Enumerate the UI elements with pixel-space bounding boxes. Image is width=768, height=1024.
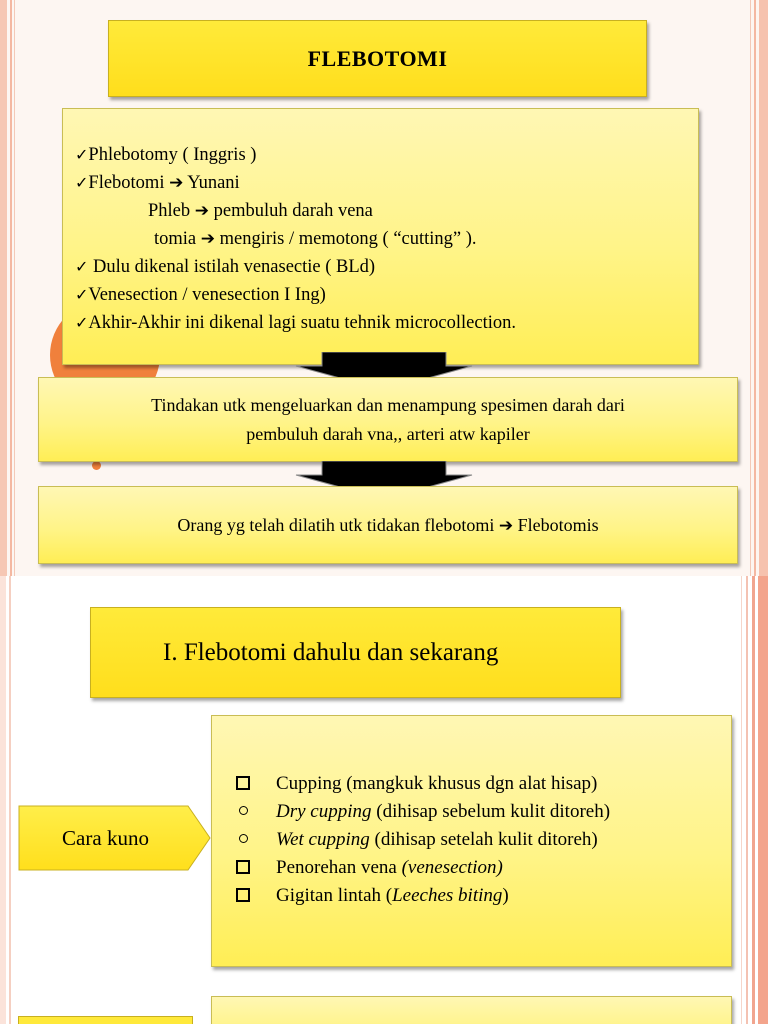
decor-stripe [14, 0, 15, 576]
circle-bullet-icon [239, 806, 248, 815]
decor-stripe [754, 0, 756, 576]
square-bullet-icon [236, 888, 250, 902]
list-item: Penorehan vena (venesection) [236, 856, 503, 879]
decor-stripe [0, 0, 7, 576]
category-label: Cara kuno [62, 825, 149, 850]
decor-stripe [752, 576, 755, 1024]
slide-history [0, 576, 768, 1024]
section-title: I. Flebotomi dahulu dan sekarang [163, 638, 499, 666]
list-item: Cupping (mangkuk khusus dgn alat hisap) [236, 772, 597, 795]
method-list-box [211, 715, 732, 967]
definition-box [62, 108, 699, 365]
definition-line: tomia ➔ mengiris / memotong ( “cutting” ). [154, 229, 477, 249]
definition-line: ✓Phlebotomy ( Inggris ) [75, 145, 257, 165]
decor-stripe [9, 576, 11, 1024]
definition-line: ✓ Dulu dikenal istilah venasectie ( BLd) [75, 257, 376, 277]
decor-stripe [741, 576, 742, 1024]
decor-stripe [10, 0, 12, 576]
list-item: Gigitan lintah (Leeches biting) [236, 884, 509, 907]
circle-bullet-icon [239, 834, 248, 843]
definition-text-line: Tindakan utk mengeluarkan dan menampung spesimen darah dari [151, 394, 625, 415]
definition-line: Phleb ➔ pembuluh darah vena [148, 201, 373, 221]
definition-line: ✓Flebotomi ➔ Yunani [75, 173, 240, 193]
definition-line: ✓Venesection / venesection I Ing) [75, 285, 326, 305]
slide-title: FLEBOTOMI [307, 45, 448, 71]
arrow-icon: ➔ [200, 229, 216, 249]
list-item: Dry cupping (dihisap sebelum kulit ditoreh) [236, 800, 610, 823]
decor-stripe [750, 0, 751, 576]
phlebotomist-box [38, 486, 738, 564]
section-title-box [90, 607, 621, 698]
check-icon: ✓ [75, 285, 89, 304]
list-item: Wet cupping (dihisap setelah kulit ditoreh) [236, 828, 598, 851]
check-icon: ✓ [75, 313, 89, 332]
decor-stripe [0, 576, 6, 1024]
arrow-icon: ➔ [169, 173, 184, 193]
check-icon: ✓ [75, 173, 89, 192]
definition-line: ✓Akhir-Akhir ini dikenal lagi suatu tehnik microcollection. [75, 313, 517, 333]
check-icon: ✓ [75, 257, 89, 276]
decor-stripe [746, 576, 748, 1024]
definition-phlebotomy-box [38, 377, 738, 462]
arrow-icon: ➔ [194, 201, 210, 221]
check-icon: ✓ [75, 145, 89, 164]
square-bullet-icon [236, 860, 250, 874]
decor-stripe [758, 576, 768, 1024]
arrow-icon: ➔ [498, 515, 514, 536]
slide-title-box [108, 20, 647, 97]
square-bullet-icon [236, 776, 250, 790]
phlebotomist-text: Orang yg telah dilatih utk tidakan flebotomi ➔ Flebotomis [177, 514, 599, 536]
decor-stripe [759, 0, 768, 576]
decor-orange-dot [92, 461, 101, 470]
next-list-box [211, 996, 732, 1024]
definition-text-line: pembuluh darah vna,, arteri atw kapiler [246, 423, 530, 444]
next-pentagon-shape [18, 1016, 193, 1024]
